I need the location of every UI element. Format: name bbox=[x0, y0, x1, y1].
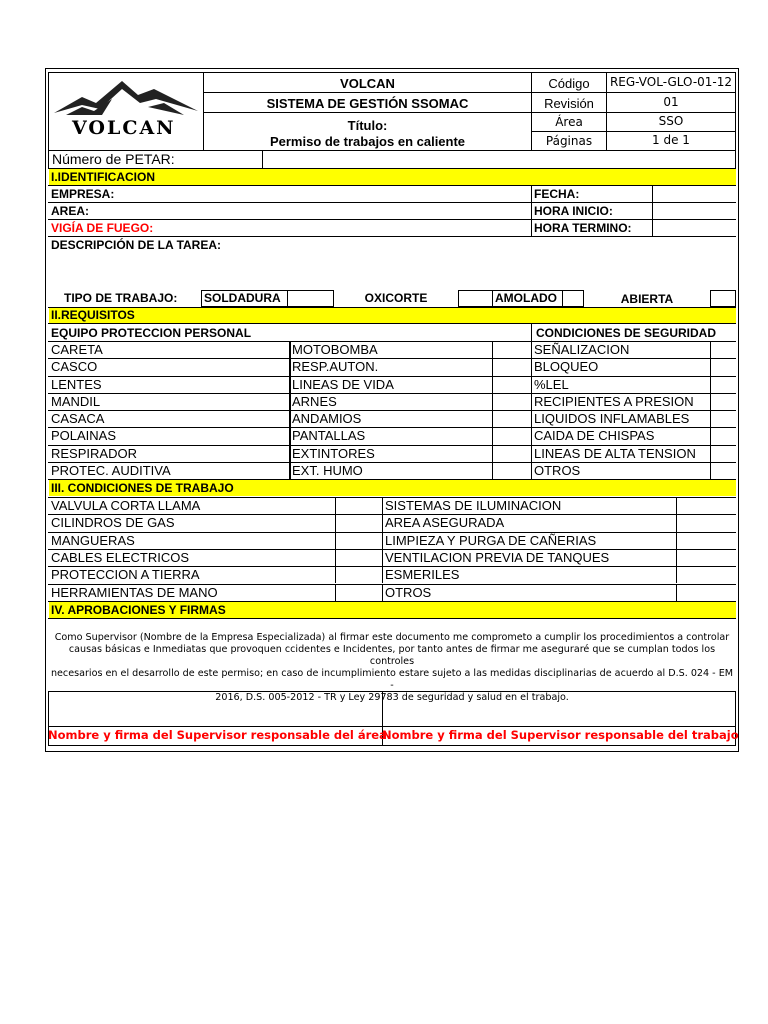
meta-label-paginas: Páginas bbox=[545, 134, 593, 148]
epp-item-1-6: POLAINAS bbox=[51, 428, 117, 444]
tipo-amolado-checkbox[interactable] bbox=[562, 290, 584, 307]
meta-label-area: Área bbox=[555, 115, 583, 129]
epp-item-1-3: LENTES bbox=[51, 376, 102, 392]
condicion-item-1-3: MANGUERAS bbox=[51, 532, 135, 548]
epp-item-2-8: EXT. HUMO bbox=[292, 462, 363, 478]
epp-item-1-4: MANDIL bbox=[51, 393, 101, 409]
epp-item-3-8: OTROS bbox=[534, 462, 581, 478]
petar-label: Número de PETAR: bbox=[52, 151, 175, 167]
tipo-soldadura-checkbox[interactable] bbox=[287, 290, 334, 307]
epp-item-2-7: EXTINTORES bbox=[292, 445, 375, 461]
condicion-checkbox-1-6[interactable] bbox=[335, 584, 382, 601]
epp-item-3-6: CAIDA DE CHISPAS bbox=[534, 428, 655, 444]
epp-item-2-2: RESP.AUTON. bbox=[292, 359, 379, 375]
epp-item-2-4: ARNES bbox=[292, 393, 337, 409]
epp-item-2-6: PANTALLAS bbox=[292, 428, 366, 444]
empresa-label: EMPRESA: bbox=[51, 187, 115, 201]
condicion-checkbox-2-1[interactable] bbox=[676, 497, 736, 514]
tipo-trabajo-label: TIPO DE TRABAJO: bbox=[64, 291, 178, 305]
condicion-checkbox-1-2[interactable] bbox=[335, 514, 382, 531]
vigia-field[interactable] bbox=[166, 220, 530, 236]
condicion-checkbox-1-1[interactable] bbox=[335, 497, 382, 514]
epp-item-1-1: CARETA bbox=[51, 342, 103, 357]
fecha-field[interactable] bbox=[653, 186, 735, 202]
epp-item-1-5: CASACA bbox=[51, 411, 105, 426]
condicion-checkbox-1-4[interactable] bbox=[335, 549, 382, 566]
epp-checkbox-3-6[interactable] bbox=[710, 427, 736, 444]
meta-label-codigo: Código bbox=[548, 76, 590, 91]
area-field[interactable] bbox=[106, 203, 530, 219]
epp-checkbox-3-2[interactable] bbox=[710, 358, 736, 375]
epp-item-2-1: MOTOBOMBA bbox=[292, 342, 378, 357]
epp-checkbox-3-5[interactable] bbox=[710, 410, 736, 427]
tipo-oxicorte-checkbox[interactable] bbox=[458, 290, 493, 307]
tipo-oxicorte: OXICORTE bbox=[364, 291, 428, 305]
epp-checkbox-3-1[interactable] bbox=[710, 341, 736, 358]
epp-checkbox-3-8[interactable] bbox=[710, 462, 736, 479]
epp-checkbox-2-8[interactable] bbox=[492, 462, 532, 479]
epp-item-3-3: %LEL bbox=[534, 376, 569, 392]
epp-item-3-2: BLOQUEO bbox=[534, 359, 599, 375]
tipo-abierta-checkbox[interactable] bbox=[710, 290, 736, 307]
condicion-item-2-5: ESMERILES bbox=[385, 567, 460, 583]
condicion-item-2-6: OTROS bbox=[385, 584, 432, 600]
tipo-amolado: AMOLADO bbox=[495, 291, 557, 305]
header-company: VOLCAN bbox=[340, 76, 395, 91]
condicion-item-1-6: HERRAMIENTAS DE MANO bbox=[51, 584, 218, 600]
volcan-logo bbox=[52, 75, 200, 147]
descripcion-field[interactable] bbox=[49, 253, 735, 289]
epp-item-1-8: PROTEC. AUDITIVA bbox=[51, 462, 171, 478]
condicion-checkbox-2-2[interactable] bbox=[676, 514, 736, 531]
condiciones-header: CONDICIONES DE SEGURIDAD bbox=[536, 326, 717, 340]
vigia-label: VIGÍA DE FUEGO: bbox=[51, 221, 154, 235]
condicion-item-2-1: SISTEMAS DE ILUMINACION bbox=[385, 498, 562, 513]
logo-wordmark: VOLCAN bbox=[72, 117, 176, 139]
condicion-item-2-4: VENTILACION PREVIA DE TANQUES bbox=[385, 549, 610, 565]
header-title-label: Título: bbox=[347, 118, 388, 133]
epp-item-3-5: LIQUIDOS INFLAMABLES bbox=[534, 411, 690, 426]
tipo-abierta: ABIERTA bbox=[620, 292, 674, 306]
header-system: SISTEMA DE GESTIÓN SSOMAC bbox=[266, 96, 469, 111]
section3-heading: III. CONDICIONES DE TRABAJO bbox=[51, 481, 234, 495]
hora-inicio-field[interactable] bbox=[653, 203, 735, 219]
commitment-paragraph: Como Supervisor (Nombre de la Empresa Especializada) al firmar este documento me comprometo a cumplir los procedimientos a controlar causas básicas e Inmediatas que provoquen ccidentes e Incidentes, por tanto antes de firmar me aseguraré que se cumplan todos los controles necesarios en el desarrollo de este permiso; en caso de incumplimiento estare sujeto a las medidas disciplinarias de acuerdo al D.S. 024 - EM - 2016, D.S. 005-2012 - TR y Ley 29783 de seguridad y salud en el trabajo. bbox=[50, 632, 734, 703]
condicion-checkbox-2-4[interactable] bbox=[676, 549, 736, 566]
epp-item-1-2: CASCO bbox=[51, 359, 98, 375]
condiciones-grid bbox=[46, 497, 738, 601]
epp-checkbox-2-4[interactable] bbox=[492, 393, 532, 410]
epp-checkbox-3-7[interactable] bbox=[710, 445, 736, 462]
condicion-checkbox-1-3[interactable] bbox=[335, 532, 382, 549]
hora-termino-label: HORA TERMINO: bbox=[534, 221, 632, 235]
descripcion-label: DESCRIPCIÓN DE LA TAREA: bbox=[51, 238, 222, 252]
condicion-checkbox-1-5[interactable] bbox=[335, 566, 382, 583]
area-label: AREA: bbox=[51, 204, 89, 218]
epp-item-3-1: SEÑALIZACION bbox=[534, 342, 630, 357]
epp-item-2-5: ANDAMIOS bbox=[292, 411, 362, 426]
epp-checkbox-2-6[interactable] bbox=[492, 427, 532, 444]
condicion-item-1-2: CILINDROS DE GAS bbox=[51, 515, 175, 531]
header-title: Permiso de trabajos en caliente bbox=[269, 134, 466, 149]
fecha-label: FECHA: bbox=[534, 187, 580, 201]
epp-header: EQUIPO PROTECCION PERSONAL bbox=[51, 326, 252, 340]
epp-checkbox-2-2[interactable] bbox=[492, 358, 532, 375]
condicion-checkbox-2-5[interactable] bbox=[676, 566, 736, 583]
epp-item-2-3: LINEAS DE VIDA bbox=[292, 376, 394, 392]
epp-item-3-4: RECIPIENTES A PRESION bbox=[534, 393, 694, 409]
permit-form bbox=[45, 68, 739, 752]
epp-checkbox-2-7[interactable] bbox=[492, 445, 532, 462]
meta-value-area: SSO bbox=[658, 114, 684, 128]
epp-checkbox-3-3[interactable] bbox=[710, 376, 736, 393]
meta-value-revision: 01 bbox=[663, 95, 679, 109]
epp-item-3-7: LINEAS DE ALTA TENSION bbox=[534, 445, 696, 461]
section4-heading: IV. APROBACIONES Y FIRMAS bbox=[51, 603, 226, 617]
section2-heading: II.REQUISITOS bbox=[51, 308, 135, 322]
hora-termino-field[interactable] bbox=[653, 220, 735, 236]
condicion-item-1-1: VALVULA CORTA LLAMA bbox=[51, 498, 201, 513]
tipo-soldadura: SOLDADURA bbox=[204, 291, 281, 305]
signature-label-right: Nombre y firma del Supervisor responsable del trabajo bbox=[382, 728, 739, 742]
section1-heading: I.IDENTIFICACION bbox=[51, 170, 155, 184]
epp-checkbox-2-3[interactable] bbox=[492, 376, 532, 393]
epp-checkbox-2-5[interactable] bbox=[492, 410, 532, 427]
epp-checkbox-3-4[interactable] bbox=[710, 393, 736, 410]
empresa-field[interactable] bbox=[136, 186, 530, 202]
signature-label-left: Nombre y firma del Supervisor responsable del área bbox=[48, 728, 387, 742]
condicion-item-2-3: LIMPIEZA Y PURGA DE CAÑERIAS bbox=[385, 532, 597, 548]
condicion-item-1-5: PROTECCION A TIERRA bbox=[51, 567, 200, 583]
section2-heading-bar bbox=[49, 308, 736, 323]
condicion-item-2-2: AREA ASEGURADA bbox=[385, 515, 505, 531]
condicion-item-1-4: CABLES ELECTRICOS bbox=[51, 549, 189, 565]
requisitos-grid bbox=[46, 341, 738, 479]
epp-item-1-7: RESPIRADOR bbox=[51, 445, 137, 461]
epp-checkbox-2-1[interactable] bbox=[492, 341, 532, 358]
condicion-checkbox-2-6[interactable] bbox=[676, 584, 736, 601]
meta-value-codigo: REG-VOL-GLO-01-12 bbox=[609, 75, 733, 89]
meta-label-revision: Revisión bbox=[544, 96, 594, 111]
hora-inicio-label: HORA INICIO: bbox=[534, 204, 613, 218]
meta-value-paginas: 1 de 1 bbox=[652, 133, 690, 147]
condicion-checkbox-2-3[interactable] bbox=[676, 532, 736, 549]
